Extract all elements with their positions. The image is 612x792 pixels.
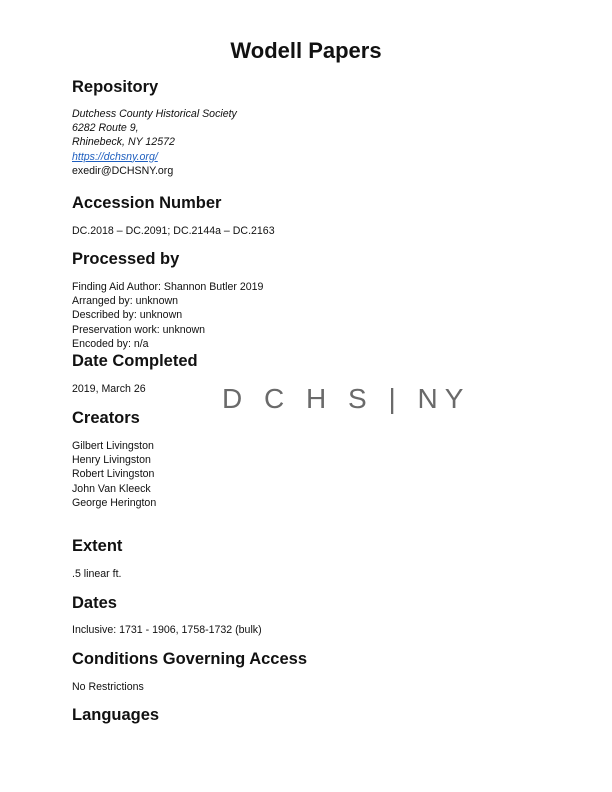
extent-heading: Extent [72,537,123,555]
creator-name: Gilbert Livingston [72,440,154,452]
extent-value: .5 linear ft. [72,568,122,580]
dates-heading: Dates [72,594,117,612]
repository-city: Rhinebeck, NY 12572 [72,136,175,149]
processed-by-line: Preservation work: unknown [72,323,206,336]
repository-name: Dutchess County Historical Society [72,108,237,120]
accession-number-value: DC.2018 – DC.2091; DC.2144a – DC.2163 [72,225,275,237]
accession-number-heading: Accession Number [72,194,222,212]
processed-by-list [72,280,263,351]
creator-name: John Van Kleeck [72,482,151,495]
processed-by-line: Described by: unknown [72,309,183,322]
creator-name: Henry Livingston [72,454,151,467]
document-title: Wodell Papers [230,38,382,63]
repository-heading: Repository [72,78,159,96]
conditions-governing-access-heading: Conditions Governing Access [72,650,308,668]
repository-website-link[interactable]: https://dchsny.org/ [72,150,158,163]
conditions-governing-access-value: No Restrictions [72,681,144,693]
creator-name: Robert Livingston [72,468,155,481]
creator-name: George Herington [72,496,157,509]
date-completed-heading: Date Completed [72,352,198,370]
repository-address [72,107,237,178]
date-completed-value: 2019, March 26 [72,383,146,395]
processed-by-line: Encoded by: n/a [72,337,149,350]
processed-by-line: Finding Aid Author: Shannon Butler 2019 [72,281,264,293]
creators-list [72,439,156,510]
dates-value: Inclusive: 1731 - 1906, 1758-1732 (bulk) [72,624,262,636]
creators-heading: Creators [72,409,140,427]
languages-heading: Languages [72,706,160,724]
repository-email: exedir@DCHSNY.org [72,164,174,177]
dchs-watermark: D C H S | NY [222,383,471,414]
processed-by-heading: Processed by [72,250,180,268]
repository-street: 6282 Route 9, [72,122,139,135]
processed-by-line: Arranged by: unknown [72,295,179,308]
